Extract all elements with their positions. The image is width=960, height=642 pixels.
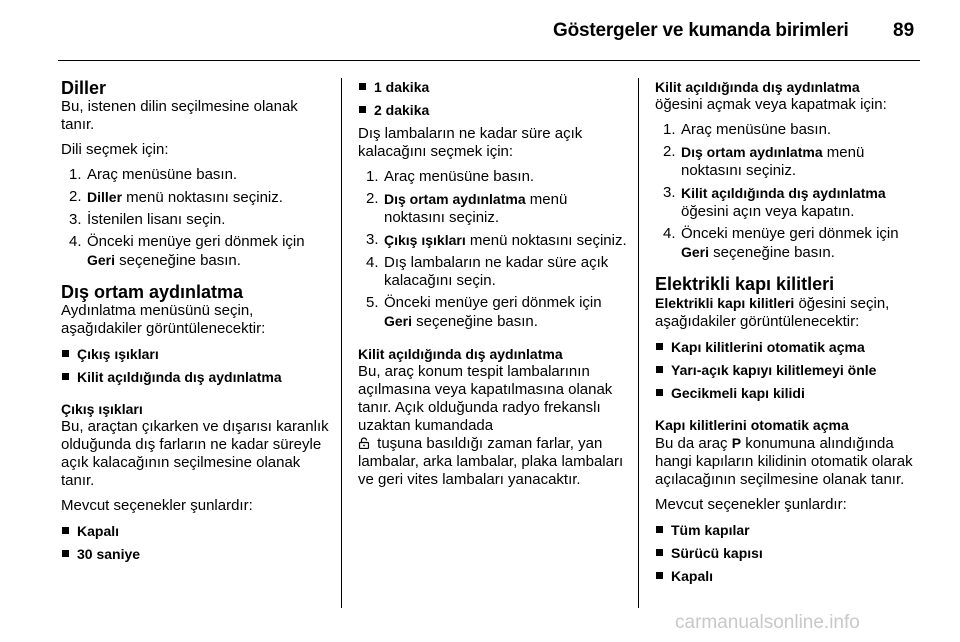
bullet-item: Kapı kilitlerini otomatik açma — [655, 338, 923, 356]
diller-lead: Dili seçmek için: — [61, 141, 169, 158]
watermark: carmanualsonline.info — [675, 612, 860, 633]
column-1 — [61, 78, 329, 577]
kilit-steps — [655, 121, 923, 262]
step-item: 5. Önceki menüye geri dönmek için Geri seçeneğine basın. — [366, 294, 602, 330]
bullet-item: Gecikmeli kapı kilidi — [655, 384, 923, 402]
page-number: 89 — [893, 20, 915, 41]
bullet-item: Tüm kapılar — [655, 521, 923, 539]
section-heading-dis-ortam: Dış ortam aydınlatma — [61, 282, 244, 302]
subheading-auto: Kapı kilitlerini otomatik açma — [655, 417, 849, 433]
bullet-item: Çıkış ışıkları — [61, 345, 329, 363]
step-item: 3. Kilit açıldığında dış aydınlatma öğesini açın veya kapatın. — [663, 184, 886, 220]
kilit-lead: öğesini açmak veya kapatmak için: — [655, 96, 887, 113]
cikis-text: Bu, araçtan çıkarken ve dışarısı karanlık olduğunda dış farların ne kadar süreyle açık kalacağının seçilmesine olanak tanır. — [61, 418, 329, 489]
elektrikli-intro: Elektrikli kapı kilitleri öğesini seçin, aşağıdakiler görüntülenecektir: — [655, 295, 890, 330]
bullet-item: Kapalı — [655, 567, 923, 585]
header-rule — [58, 60, 920, 61]
step-item: 1. Araç menüsüne basın. — [663, 121, 832, 138]
step-item: 2. Dış ortam aydınlatma menü noktasını seçiniz. — [366, 190, 568, 226]
bullet-item: Kapalı — [61, 522, 329, 540]
bullet-item: 30 saniye — [61, 545, 329, 563]
duration-options — [358, 78, 630, 119]
unlock-icon — [358, 436, 370, 448]
step-item: 4. Önceki menüye geri dönmek için Geri seçeneğine basın. — [663, 225, 899, 261]
mevcut-lead: Mevcut seçenekler şunlardır: — [61, 497, 253, 514]
step-item: 3. Çıkış ışıkları menü noktasını seçiniz. — [366, 231, 627, 249]
subheading-kilit: Kilit açıldığında dış aydınlatma — [358, 346, 563, 362]
section-heading-diller: Diller — [61, 78, 107, 98]
dis-options — [61, 345, 329, 386]
bullet-item: 2 dakika — [358, 101, 630, 119]
column-divider-2 — [638, 78, 639, 608]
auto-text: Bu da araç P konumuna alındığında hangi kapıların kilidinin otomatik olarak açılacağının seçilmesine olanak tanır. — [655, 435, 913, 488]
section-heading-elektrikli: Elektrikli kapı kilitleri — [655, 274, 835, 294]
diller-intro: Bu, istenen dilin seçilmesine olanak tanır. — [61, 98, 298, 133]
column-3 — [655, 78, 923, 599]
kilit-text: Bu, araç konum tespit lambalarının açılmasına veya kapatılmasına olanak tanır. Açık olduğunda radyo frekanslı uzaktan kumandada tuşuna basıldığı zaman farlar, yan lambalar, arka lambalar, plaka lambaları ve geri vites lambaları yanacaktır. — [358, 363, 624, 488]
bullet-item: Kilit açıldığında dış aydınlatma — [61, 368, 329, 386]
subheading-kilit-2: Kilit açıldığında dış aydınlatma — [655, 79, 860, 95]
dis-intro: Aydınlatma menüsünü seçin, aşağıdakiler görüntülenecektir: — [61, 302, 266, 337]
column-divider-1 — [341, 78, 342, 608]
subheading-cikis: Çıkış ışıkları — [61, 401, 143, 417]
column-2 — [358, 78, 630, 489]
step-item: 3. İstenilen lisanı seçin. — [69, 211, 226, 228]
bullet-item: Sürücü kapısı — [655, 544, 923, 562]
step-item: 2. Dış ortam aydınlatma menü noktasını seçiniz. — [663, 143, 865, 179]
step-item: 2. Diller menü noktasını seçiniz. — [69, 188, 283, 206]
step-item: 1. Araç menüsüne basın. — [366, 168, 535, 185]
cikis-options — [61, 522, 329, 563]
duration-lead: Dış lambaların ne kadar süre açık kalacağını seçmek için: — [358, 125, 583, 160]
mevcut-lead-2: Mevcut seçenekler şunlardır: — [655, 496, 847, 513]
bullet-item: Yarı-açık kapıyı kilitlemeyi önle — [655, 361, 923, 379]
elektrikli-options — [655, 338, 923, 402]
step-item: 1. Araç menüsüne basın. — [69, 166, 238, 183]
page-header-title: Göstergeler ve kumanda birimleri — [553, 20, 849, 41]
step-item: 4. Dış lambaların ne kadar süre açık kalacağını seçin. — [366, 254, 609, 289]
duration-steps — [358, 168, 630, 331]
diller-steps — [61, 166, 329, 270]
step-item: 4. Önceki menüye geri dönmek için Geri seçeneğine basın. — [69, 233, 305, 269]
bullet-item: 1 dakika — [358, 78, 630, 96]
auto-options — [655, 521, 923, 585]
